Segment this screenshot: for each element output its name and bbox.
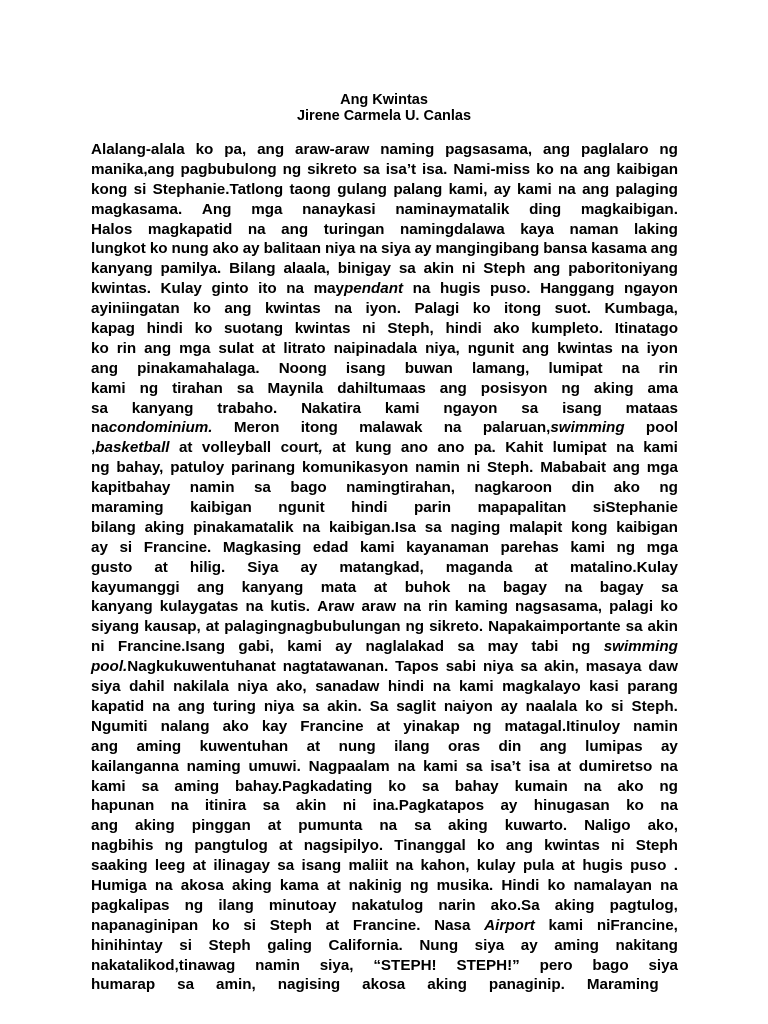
- text-line: ng bahay, patuloy parinang komunikasyon namin ni Steph. Mababait ang mga: [91, 459, 678, 477]
- text-line: maraming kaibigan ngunit hindi parin mapapalitan siStephanie: [91, 499, 678, 517]
- text-line: nagbihis ng pangtulog at nagsipilyo. Tinanggal ko ang kwintas ni Steph: [91, 837, 678, 855]
- text-line: hapunan na itinira sa akin ni ina.Pagkatapos ay hinugasan ko na: [91, 797, 678, 815]
- text-line: pool.Nagkukuwentuhanat nagtatawanan. Tapos sabi niya sa akin, masaya daw: [91, 658, 678, 676]
- document-author: Jirene Carmela U. Canlas: [296, 108, 472, 124]
- text-line: magkasama. Ang mga nanaykasi naminaymatalik ding magkaibigan.: [91, 200, 678, 218]
- text-line: gusto at hilig. Siya ay matangkad, maganda at matalino.Kulay: [91, 558, 678, 576]
- text-line: ang aming kuwentuhan at nung ilang oras din ang lumipas ay: [91, 737, 678, 755]
- text-line: kong si Stephanie.Tatlong taong gulang palang kami, ay kami na ang palaging: [91, 180, 678, 198]
- document-title: Ang Kwintas: [340, 92, 428, 108]
- text-line: kami ng tirahan sa Maynila dahiltumaas ang posisyon ng aking ama: [91, 379, 678, 397]
- text-line: kapag hindi ko suotang kwintas ni Steph, hindi ako kumpleto. Itinatago: [91, 320, 678, 338]
- text-line: pagkalipas ng ilang minutoay nakatulog narin ako.Sa aking pagtulog,: [91, 896, 678, 914]
- text-line: kapatid na ang turing niya sa akin. Sa saglit naiyon ay naalala ko si Steph.: [91, 697, 678, 715]
- text-line: ni Francine.Isang gabi, kami ay naglalakad sa may tabi ng swimming: [91, 638, 678, 656]
- text-line: bilang aking pinakamatalik na kaibigan.Isa sa naging malapit kong kaibigan: [91, 518, 678, 536]
- text-line: kami sa aming bahay.Pagkadating ko sa bahay kumain na ako ng: [91, 777, 678, 795]
- text-line: Alalang-alala ko pa, ang araw-araw naming pagsasama, ang paglalaro ng: [91, 141, 678, 158]
- text-line: kapitbahay namin sa bago namingtirahan, nagkaroon din ako ng: [91, 479, 678, 497]
- text-line: nakatalikod,tinawag namin siya, “STEPH! STEPH!” pero bago siya: [91, 956, 678, 974]
- text-line: ang pinakamahalaga. Noong isang buwan lamang, lumipat na rin: [91, 359, 678, 377]
- text-line: humarap sa amin, nagising akosa aking panaginip. Maraming: [91, 976, 659, 994]
- text-line: ayiniingatan ko ang kwintas na iyon. Palagi ko itong suot. Kumbaga,: [91, 300, 678, 318]
- text-line: ko rin ang mga sulat at litrato naipinadala niya, ngunit ang kwintas na iyon: [91, 339, 678, 357]
- text-line: manika,ang pagbubulong ng sikreto sa isa’t isa. Nami-miss ko na ang kaibigan: [91, 160, 678, 178]
- text-line: hinihintay si Steph galing California. Nung siya ay aming nakitang: [91, 936, 678, 954]
- text-line: ang aking pinggan at pumunta na sa aking kuwarto. Naligo ako,: [91, 817, 678, 835]
- text-line: sa kanyang trabaho. Nakatira kami ngayon sa isang mataas: [91, 399, 678, 417]
- text-line: kanyang pamilya. Bilang alaala, binigay sa akin ni Steph ang paboritoniyang: [91, 260, 678, 278]
- text-line: ay si Francine. Magkasing edad kami kayanaman parehas kami ng mga: [91, 538, 678, 556]
- text-line: kanyang kulaygatas na kutis. Araw araw na rin kaming nagsasama, palagi ko: [91, 598, 678, 616]
- story-body: [91, 140, 678, 995]
- text-line: kwintas. Kulay ginto ito na maypendant na hugis puso. Hanggang ngayon: [91, 280, 678, 298]
- text-line: Humiga na akosa aking kama at nakinig ng musika. Hindi ko namalayan na: [91, 876, 678, 894]
- text-line: nacondominium. Meron itong malawak na palaruan,swimming pool: [91, 419, 678, 437]
- text-line: siyang kausap, at palagingnagbubulungan ng sikreto. Napakaimportante sa akin: [91, 618, 678, 636]
- text-line: napanaginipan ko si Steph at Francine. Nasa Airport kami niFrancine,: [91, 916, 678, 934]
- text-line: lungkot ko nung ako ay balitaan niya na siya ay mangingibang bansa kasama ang: [91, 240, 678, 258]
- text-line: siya dahil nakilala niya ako, sanadaw hindi na kami magkalayo kasi parang: [91, 678, 678, 696]
- text-line: kayumanggi ang kanyang mata at buhok na bagay na bagay sa: [91, 578, 678, 596]
- text-line: Ngumiti nalang ako kay Francine at yinakap ng matagal.Itinuloy namin: [91, 717, 678, 735]
- text-line: Halos magkapatid na ang turingan namingdalawa kaya naman laking: [91, 220, 678, 238]
- text-line: saaking leeg at ilinagay sa isang maliit na kahon, kulay pula at hugis puso .: [91, 857, 678, 875]
- text-line: ,basketball at volleyball court, at kung ano ano pa. Kahit lumipat na kami: [91, 439, 678, 457]
- text-line: kailanganna naming umuwi. Nagpaalam na kami sa isa’t isa at dumiretso na: [91, 757, 678, 775]
